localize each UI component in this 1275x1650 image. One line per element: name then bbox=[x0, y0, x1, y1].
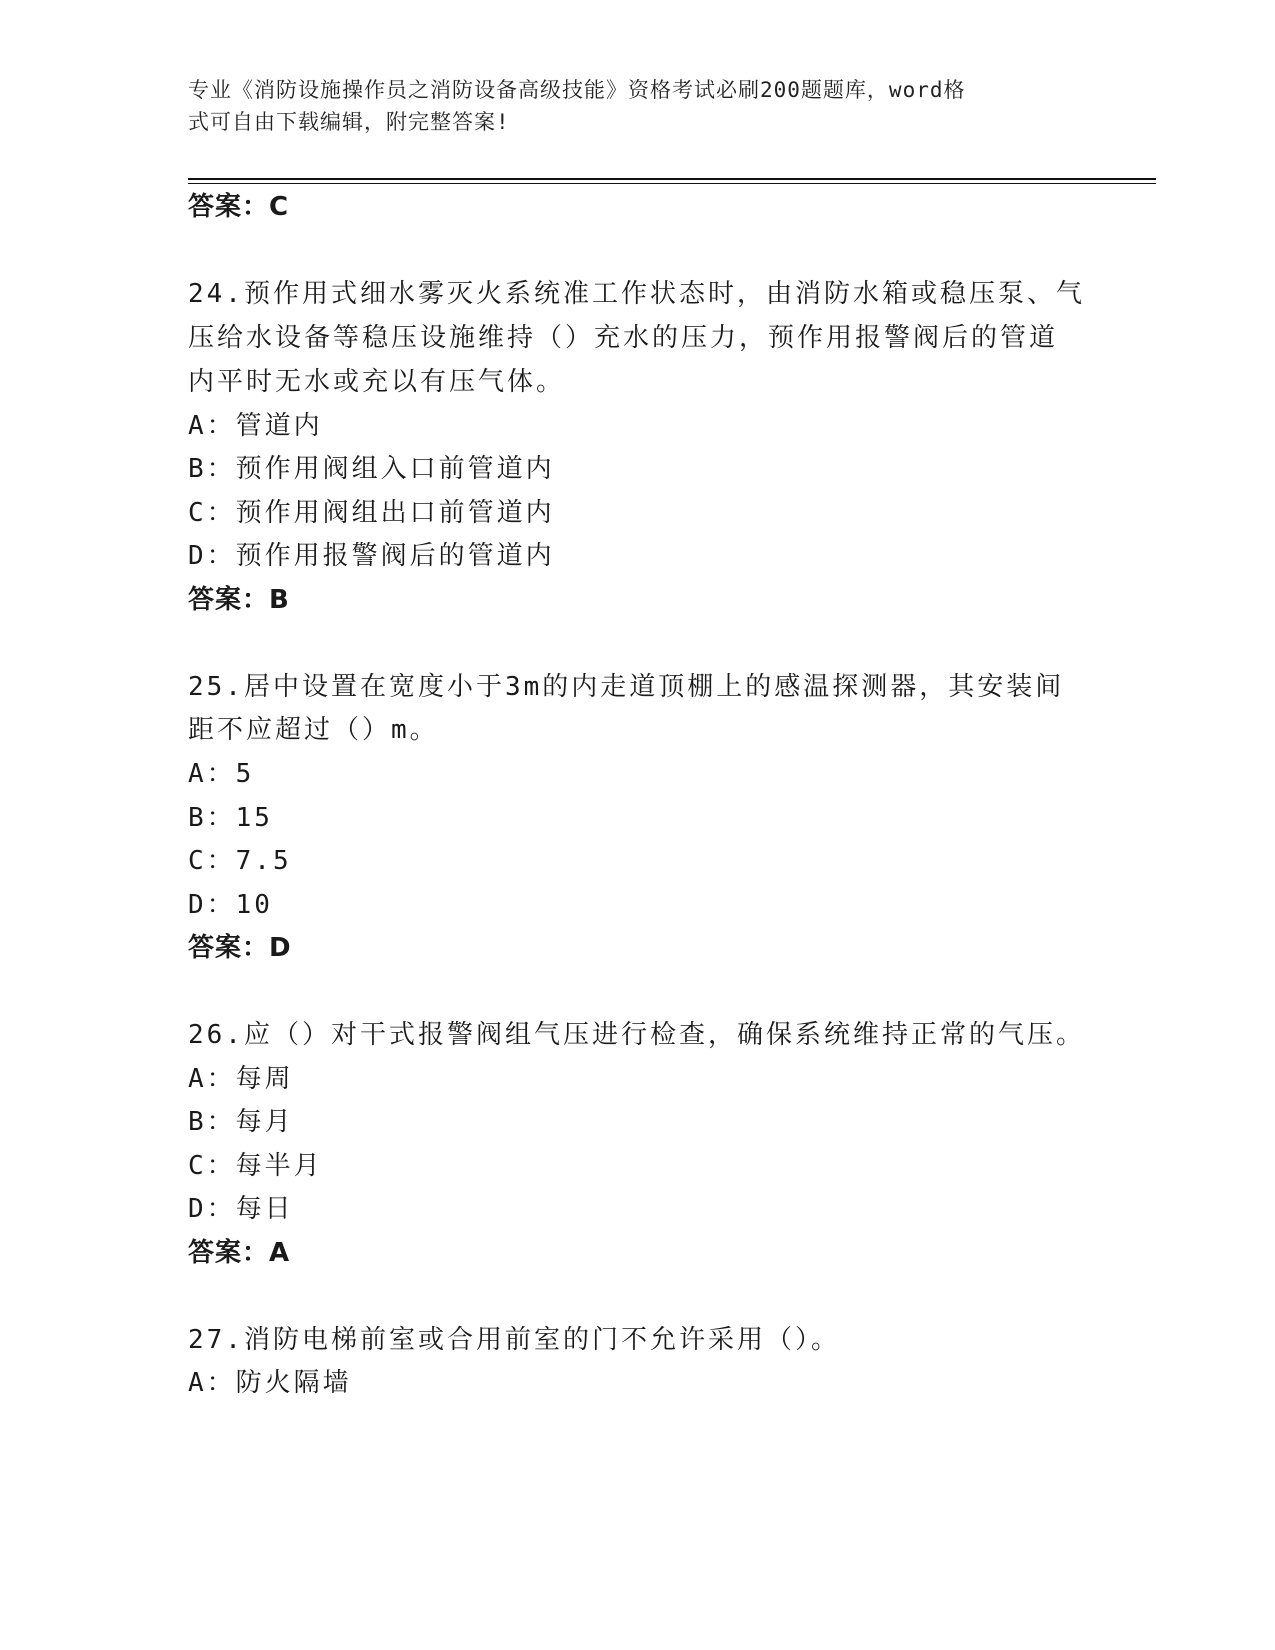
answer-label: 答案：A bbox=[188, 1238, 291, 1268]
option-c: C：7.5 bbox=[188, 846, 292, 876]
option-d: D：预作用报警阀后的管道内 bbox=[188, 541, 555, 571]
option-b: B：15 bbox=[188, 803, 273, 833]
question-text-line: 压给水设备等稳压设施维持（）充水的压力，预作用报警阀后的管道 bbox=[188, 323, 1059, 353]
option-a: A：管道内 bbox=[188, 411, 323, 441]
question-text-line: 27.消防电梯前室或合用前室的门不允许采用（）。 bbox=[188, 1325, 840, 1355]
option-c: C：每半月 bbox=[188, 1151, 323, 1181]
option-d: D：每日 bbox=[188, 1194, 294, 1224]
answer-label: 答案：C bbox=[188, 192, 290, 222]
header-line-1: 专业《消防设施操作员之消防设备高级技能》资格考试必刷200题题库，word格 bbox=[188, 78, 966, 102]
option-d: D：10 bbox=[188, 890, 273, 920]
header-line-2: 式可自由下载编辑，附完整答案! bbox=[188, 110, 510, 134]
option-a: A：防火隔墙 bbox=[188, 1368, 352, 1398]
answer-label: 答案：B bbox=[188, 585, 290, 615]
option-a: A：5 bbox=[188, 759, 255, 789]
option-b: B：每月 bbox=[188, 1107, 294, 1137]
option-b: B：预作用阀组入口前管道内 bbox=[188, 454, 555, 484]
page-header bbox=[188, 74, 1068, 138]
option-c: C：预作用阀组出口前管道内 bbox=[188, 498, 555, 528]
option-a: A：每周 bbox=[188, 1064, 294, 1094]
question-text-line: 距不应超过（）m。 bbox=[188, 715, 439, 745]
question-text-line: 内平时无水或充以有压气体。 bbox=[188, 367, 566, 397]
question-text-line: 26.应（）对干式报警阀组气压进行检查，确保系统维持正常的气压。 bbox=[188, 1020, 1085, 1050]
question-text-line: 24.预作用式细水雾灭火系统准工作状态时，由消防水箱或稳压泵、气 bbox=[188, 279, 1085, 309]
answer-label: 答案：D bbox=[188, 933, 292, 963]
header-divider-thin bbox=[188, 183, 1156, 184]
header-divider-thick bbox=[188, 178, 1156, 180]
question-text-line: 25.居中设置在宽度小于3m的内走道顶棚上的感温探测器，其安装间 bbox=[188, 672, 1065, 702]
